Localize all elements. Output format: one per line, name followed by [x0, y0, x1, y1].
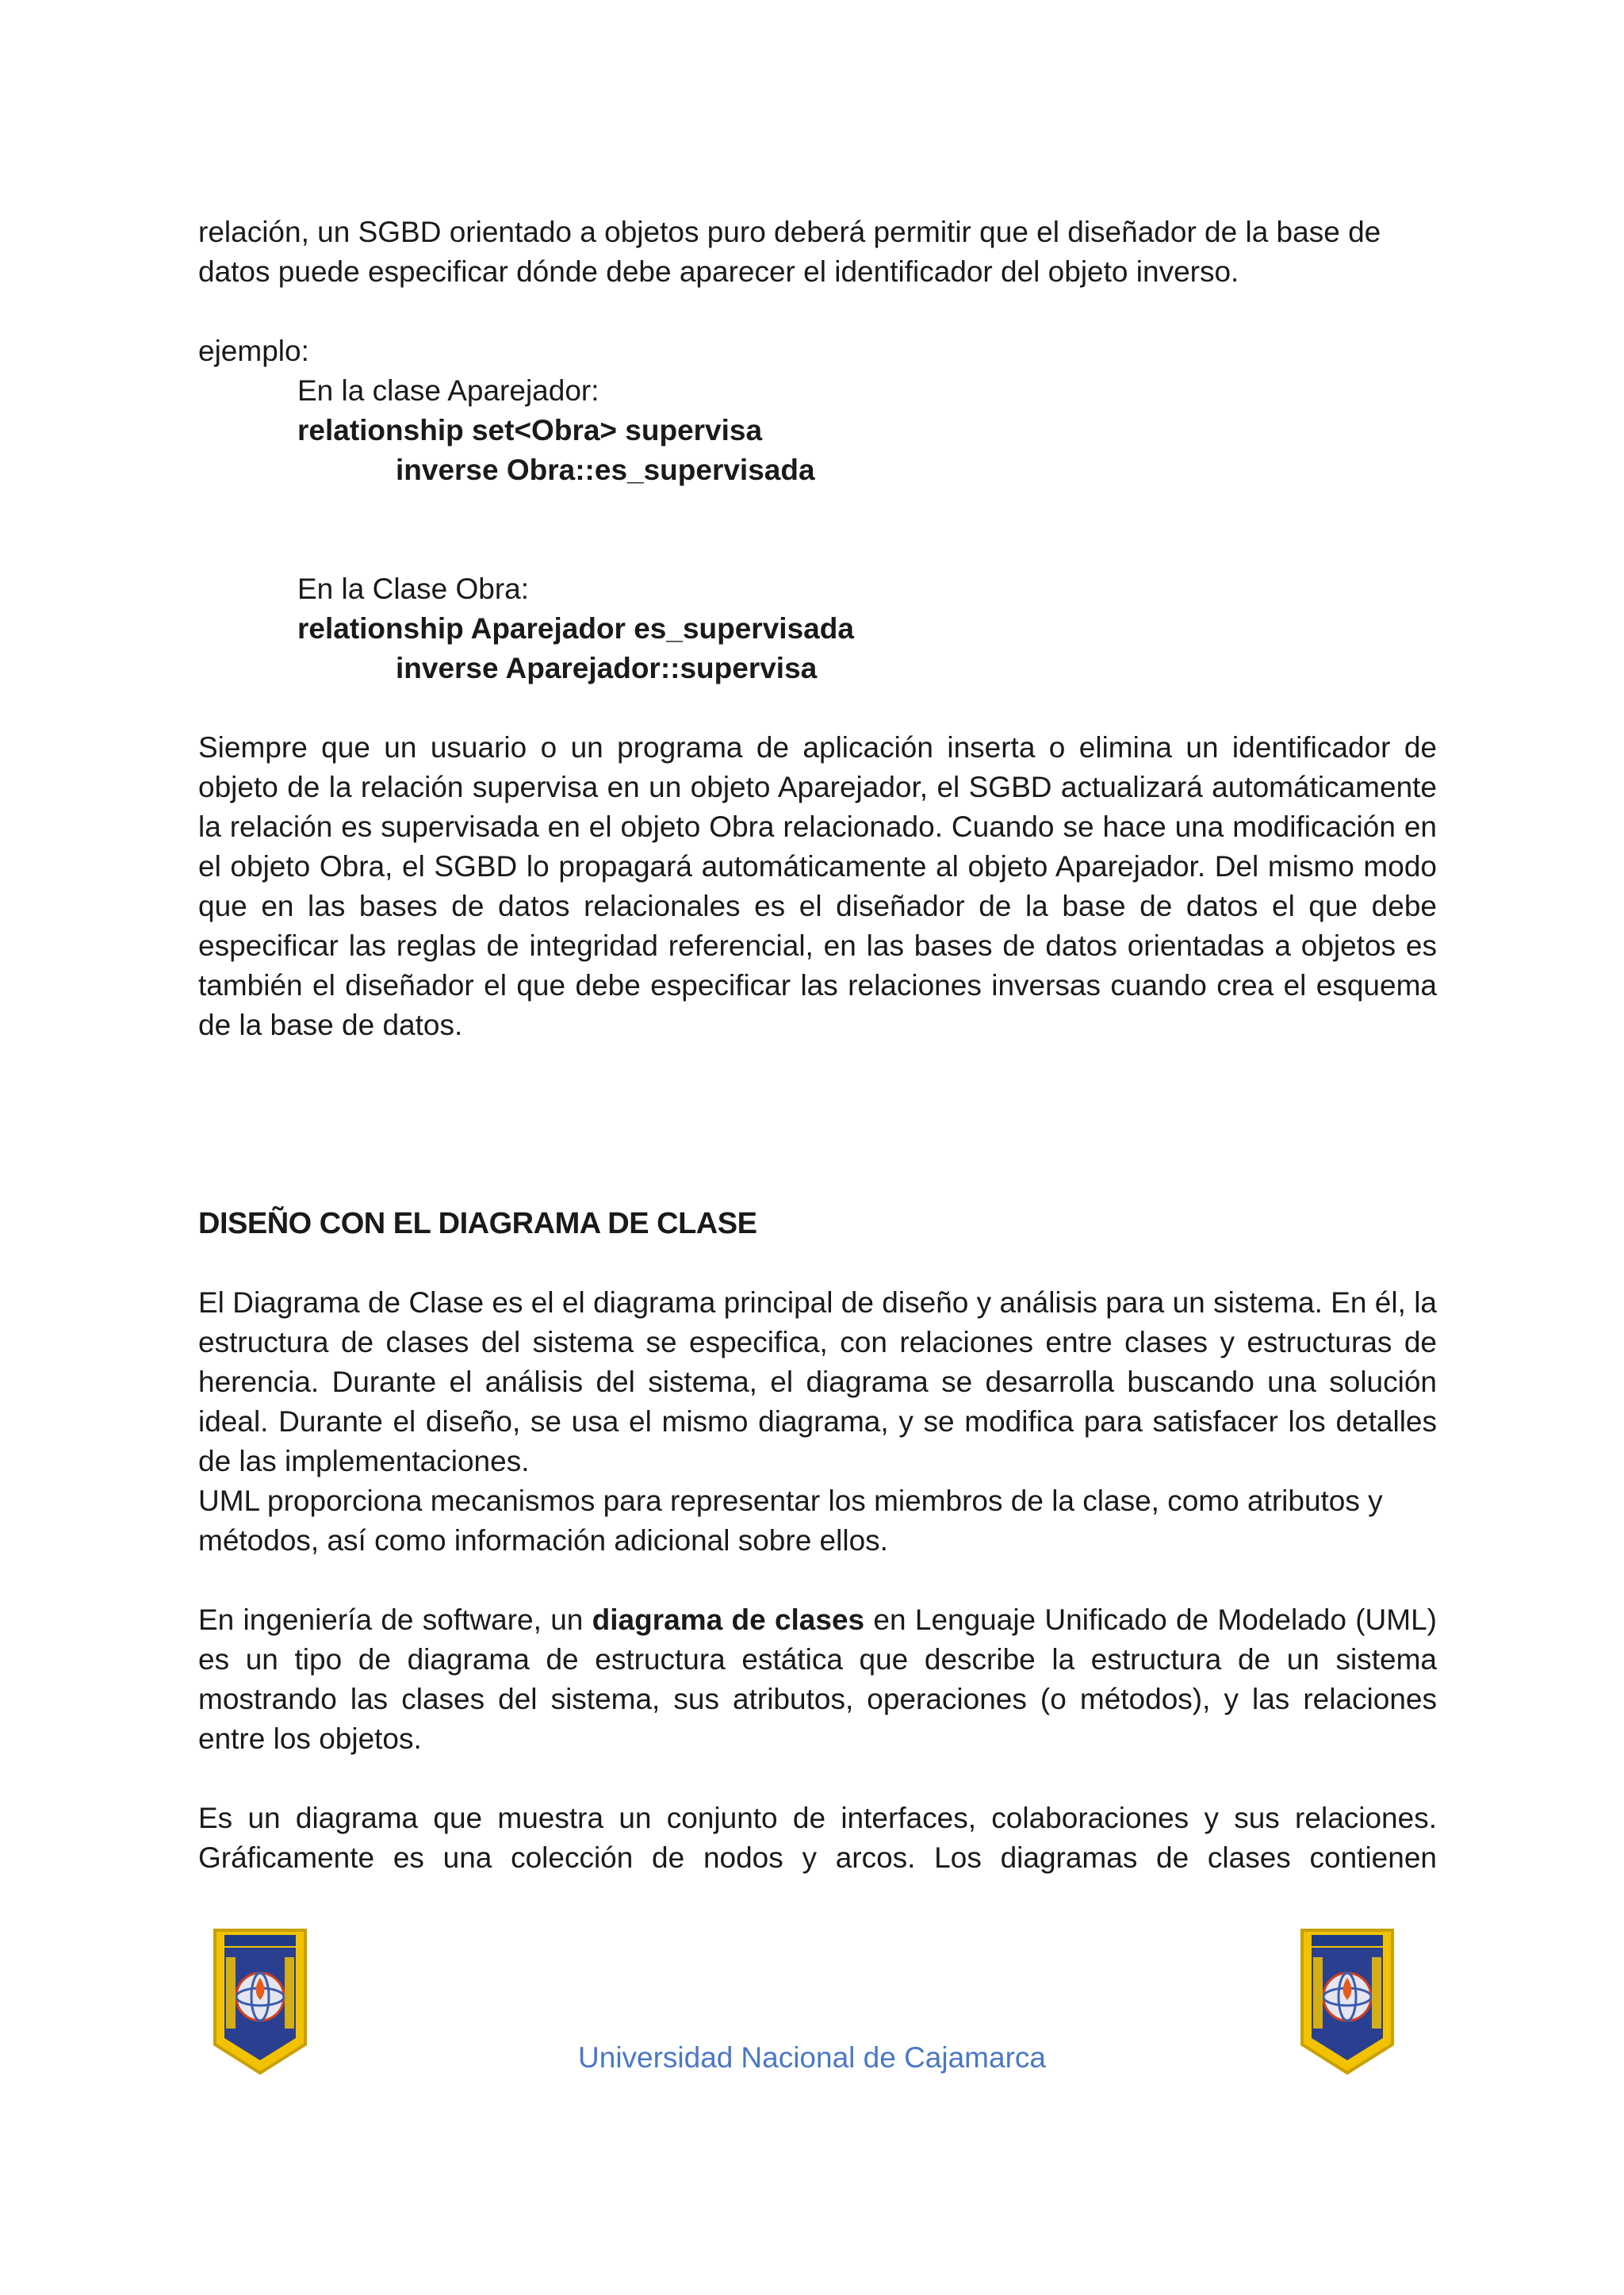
code-text: relationship Aparejador es_supervisada: [297, 612, 854, 645]
intro-line-1: relación, un SGBD orientado a objetos puro deberá permitir que el diseñador de la base de: [198, 216, 1381, 248]
obra-label: En la Clase Obra:: [297, 573, 530, 605]
footer-university-name: [0, 2041, 1624, 2075]
footer-word-2: Nacional de Cajamarca: [741, 2041, 1046, 2074]
aparejador-code-line-2: [198, 450, 1437, 490]
aparejador-code-line-1: [198, 411, 1437, 450]
obra-code-line-1: [198, 609, 1437, 649]
ingenieria-text-pre: En ingeniería de software, un: [198, 1603, 592, 1636]
aparejador-label: En la clase Aparejador:: [297, 374, 599, 407]
code-text: inverse Aparejador::supervisa: [396, 652, 818, 684]
uml-paragraph: UML proporciona mecanismos para representar los miembros de la clase, como atributos y métodos, así como información adicional sobre ellos.: [198, 1485, 1383, 1557]
ingenieria-paragraph: [198, 1600, 1437, 1759]
siempre-paragraph: Siempre que un usuario o un programa de aplicación inserta o elimina un identificador de objeto de la relación supervisa en un objeto Aparejador, el SGBD actualizará automáticamente la relación es supervisada en el objeto Obra relacionado. Cuando se hace una modificación en el objeto Obra, el SGBD lo propagará automáticamente al objeto Aparejador. Del mismo modo que en las bases de datos relacionales es el diseñador de la base de datos el que debe especificar las reglas de integridad referencial, en las bases de datos orientadas a objetos es también el diseñador el que debe especificar las relaciones inversas cuando crea el esquema de la base de datos.: [198, 731, 1437, 1041]
ingenieria-bold-term: diagrama de clases: [592, 1603, 865, 1636]
page-footer: [0, 1911, 1624, 2102]
code-text: relationship set<Obra> supervisa: [297, 414, 763, 446]
obra-code-line-2: [198, 649, 1437, 688]
footer-word-1: Universidad: [578, 2041, 733, 2074]
diagrama-paragraph: El Diagrama de Clase es el el diagrama principal de diseño y análisis para un sistema. En él, la estructura de clases del sistema se especifica, con relaciones entre clases y estructuras de herencia. Durante el análisis del sistema, el diagrama se desarrolla buscando una solución ideal. Durante el diseño, se usa el mismo diagrama, y se modifica para satisfacer los detalles de las implementaciones.: [198, 1286, 1437, 1477]
section-heading: DISEÑO CON EL DIAGRAMA DE CLASE: [198, 1207, 757, 1240]
example-label: ejemplo:: [198, 335, 309, 367]
page-content: [198, 213, 1437, 1878]
ingenieria-text-post: en Lenguaje Unificado de Modelado (UML) es un tipo de diagrama de estructura estática que describe la estructura de un sistema mostrando las clases del sistema, sus atributos, operaciones (o métodos), y las relaciones entre los objetos.: [198, 1603, 1437, 1755]
intro-line-2: datos puede especificar dónde debe aparecer el identificador del objeto inverso.: [198, 255, 1239, 288]
code-text: inverse Obra::es_supervisada: [396, 454, 815, 486]
conjunto-paragraph: Es un diagrama que muestra un conjunto de interfaces, colaboraciones y sus relaciones. Gráficamente es una colección de nodos y arcos. Los diagramas de clases contienen: [198, 1802, 1437, 1874]
